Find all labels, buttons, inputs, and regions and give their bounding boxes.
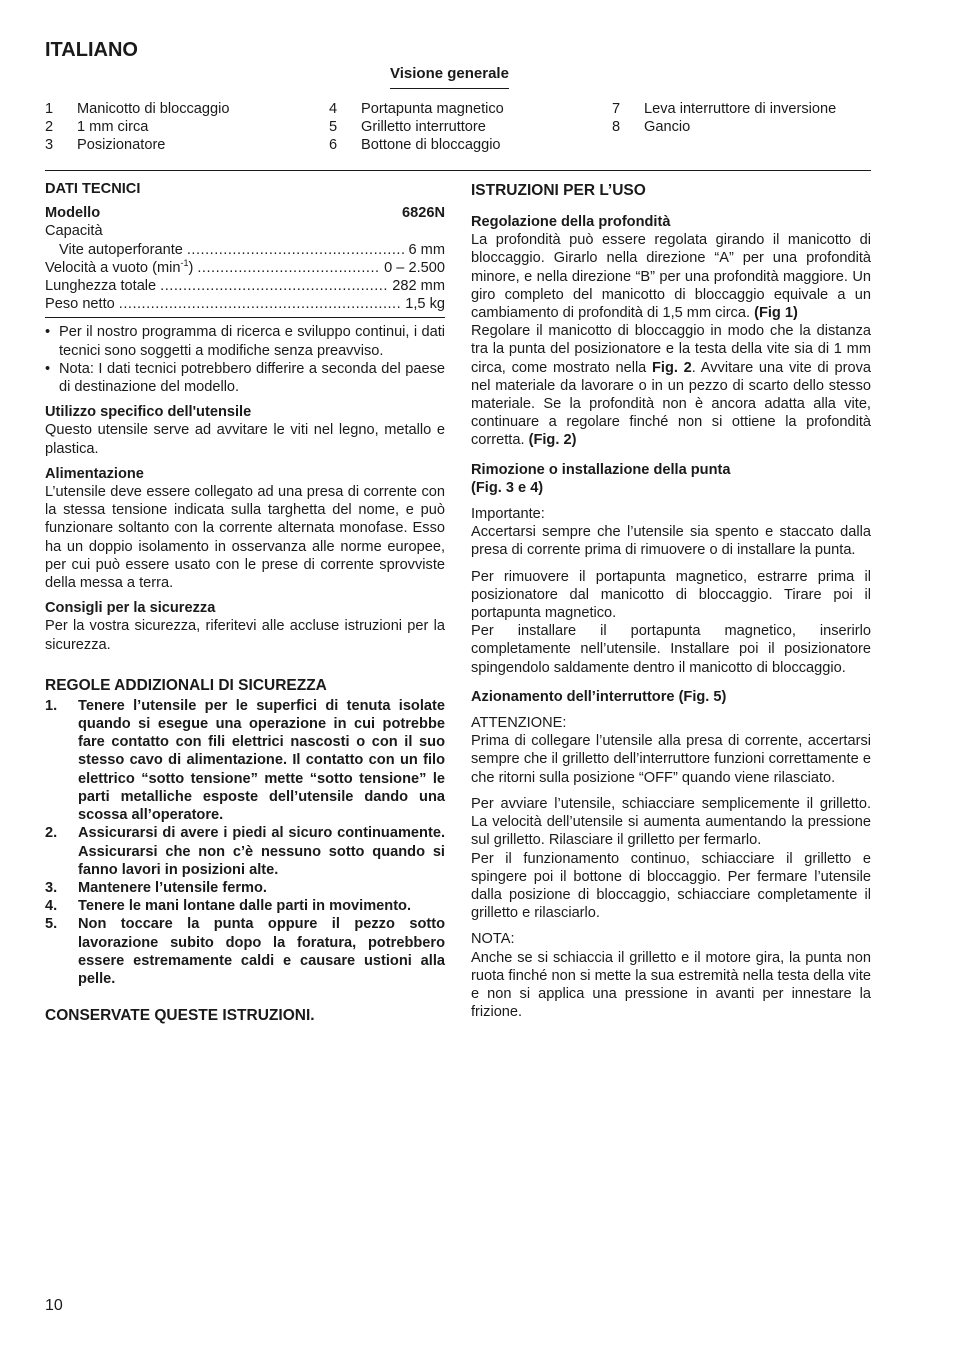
bit-important: Importante:	[471, 506, 545, 523]
rule-item: 1. Tenere l’utensile per le superfici di tenuta isolate quando si esegue una operazione in cui potrebbe fare contatto con fili elettrici nascosti o con il suo stesso cavo di alimentazione. Il contatto con un filo elettrico “sotto tensione” mette “sotto tensione” le parti metalliche esposte dell’utensile dando una scossa all’operatore.	[45, 697, 445, 824]
parts-list-col-2	[329, 100, 504, 155]
switch-text-2: Per avviare l’utensile, schiacciare semplicemente il grilletto. La velocità dell’utensile si aumenta aumentando la pressione sul grilletto. Rilasciare il grilletto per fermarlo.	[471, 795, 871, 849]
note-text: Anche se si schiaccia il grilletto e il motore gira, la punta non ruota finché non si mette la sua estremità nella testa della vite e non si applica una pressione in avanti per innestare la frizione.	[471, 949, 871, 1021]
part-item: 1 Manicotto di bloccaggio	[45, 101, 230, 117]
specs-divider	[45, 317, 445, 318]
rule-item: 4. Tenere le mani lontane dalle parti in movimento.	[45, 898, 412, 915]
part-item: 2 1 mm circa	[45, 119, 149, 136]
depth-text-1: La profondità può essere regolata girando il manicotto di bloccaggio. Girarlo nella direzione “A” per una profondità minore, e nella direzione “B” per una profondità maggiore. Un giro completo del manicotto di bloccaggio equivale a un cambiamento di profondità di 1,5 mm circa. (Fig 1)	[471, 232, 871, 322]
spec-model: Modello 6826N	[45, 205, 445, 222]
depth-text-2: Regolare il manicotto di bloccaggio in modo che la distanza tra la punta del posizionatore e la testa della vite sia di 1 mm circa, come mostrato nella Fig. 2. Avvitare una vite di prova nel materiale da lavorare o in un pezzo di scarto dello stesso materiale. Se la profondità non è ancora adatta alla vite, continuare a regolare finché non si ottiene la profondità corretta. (Fig. 2)	[471, 323, 871, 449]
part-item: 6 Bottone di bloccaggio	[329, 137, 501, 154]
safety-tips-title: Consigli per la sicurezza	[45, 600, 216, 617]
specs-note: • Per il nostro programma di ricerca e sviluppo continui, i dati tecnici sono soggetti a modifiche senza preavviso.	[45, 324, 445, 359]
additional-rules-title: REGOLE ADDIZIONALI DI SICUREZZA	[45, 676, 327, 694]
power-supply-title: Alimentazione	[45, 465, 144, 482]
specs-title: DATI TECNICI	[45, 181, 141, 197]
spec-length: Lunghezza totale ..... 282 mm	[45, 277, 445, 295]
switch-title: Azionamento dell’interruttore (Fig. 5)	[471, 688, 727, 705]
bit-text-1: Accertarsi sempre che l’utensile sia spento e staccato dalla presa di corrente prima di rimuovere o di installare la punta.	[471, 524, 871, 559]
part-item: 4 Portapunta magnetico	[329, 101, 504, 117]
right-column	[471, 180, 871, 1021]
part-item: 8 Gancio	[612, 119, 691, 136]
part-item: 7 Leva interruttore di inversione	[612, 101, 837, 117]
note-label: NOTA:	[471, 931, 515, 948]
section-divider	[45, 170, 871, 171]
safety-tips-text: Per la vostra sicurezza, riferitevi alle accluse istruzioni per la sicurezza.	[45, 618, 445, 653]
specs-note: • Nota: I dati tecnici potrebbero differire a seconda del paese di destinazione del modello.	[45, 360, 445, 396]
left-column	[45, 180, 445, 1026]
spec-capacity-label: Capacità	[45, 223, 103, 240]
operating-title: ISTRUZIONI PER L’USO	[471, 182, 646, 199]
page-number: 10	[45, 1297, 63, 1314]
spec-speed: Velocità a vuoto $(\min^{-1})$ ..... 0 – 2.500	[45, 259, 445, 277]
rule-item: 3. Mantenere l’utensile fermo.	[45, 879, 267, 896]
overview-title: Visione generale	[390, 64, 509, 89]
intended-use-text: Questo utensile serve ad avvitare le viti nel legno, metallo e plastica.	[45, 422, 445, 457]
parts-list-col-3	[612, 100, 836, 136]
spec-screw: Vite autoperforante ..... 6 mm	[45, 241, 445, 259]
bit-text-3: Per installare il portapunta magnetico, inserirlo completamente nell’utensile. Installare poi il posizionatore spingendolo saldamente dentro il manicotto di bloccaggio.	[471, 623, 871, 676]
switch-text-1: Prima di collegare l’utensile alla presa di corrente, accertarsi sempre che il grilletto dell’interruttore funzioni correttamente e che ritorni sulla posizione “OFF” quando viene rilasciato.	[471, 733, 871, 786]
depth-title: Regolazione della profondità	[471, 214, 671, 230]
part-item: 5 Grilletto interruttore	[329, 119, 486, 136]
power-supply-text: L’utensile deve essere collegato ad una presa di corrente con la stessa tensione indicata sulla targhetta del nome, e può funzionare soltanto con la corrente alternata monofase. Esso ha un doppio isolamento in osservanza alle norme europee, per cui può essere usato con le prese di corrente sprovviste della messa a terra.	[45, 484, 445, 592]
rule-item: 2. Assicurarsi di avere i piedi al sicuro continuamente. Assicurarsi che non c’è nessuno sotto quando si fanno lavori in posizioni alte.	[45, 825, 445, 878]
bit-text-2: Per rimuovere il portapunta magnetico, estrarre prima il posizionatore dal manicotto di bloccaggio. Tirare poi il portapunta magnetico.	[471, 568, 871, 622]
part-item: 3 Posizionatore	[45, 137, 166, 154]
keep-instructions: CONSERVATE QUESTE ISTRUZIONI.	[45, 1007, 315, 1025]
switch-text-3: Per il funzionamento continuo, schiacciare il grilletto e spingere poi il bottone di bloccaggio. Per fermare l’utensile dalla posizione di bloccaggio, schiacciare completamente il grilletto e rilasciarlo.	[471, 850, 871, 922]
parts-list-col-1	[45, 100, 230, 155]
language-heading: ITALIANO	[45, 39, 138, 61]
switch-caution: ATTENZIONE:	[471, 715, 567, 732]
bit-title: Rimozione o installazione della punta (Fig. 3 e 4)	[471, 461, 731, 496]
intended-use-title: Utilizzo specifico dell'utensile	[45, 404, 252, 421]
rule-item: 5. Non toccare la punta oppure il pezzo sotto lavorazione subito dopo la foratura, potrebbero essere estremamente caldi e causare ustioni alla pelle.	[45, 916, 445, 987]
spec-weight: Peso netto ..... 1,5 kg	[45, 295, 445, 313]
